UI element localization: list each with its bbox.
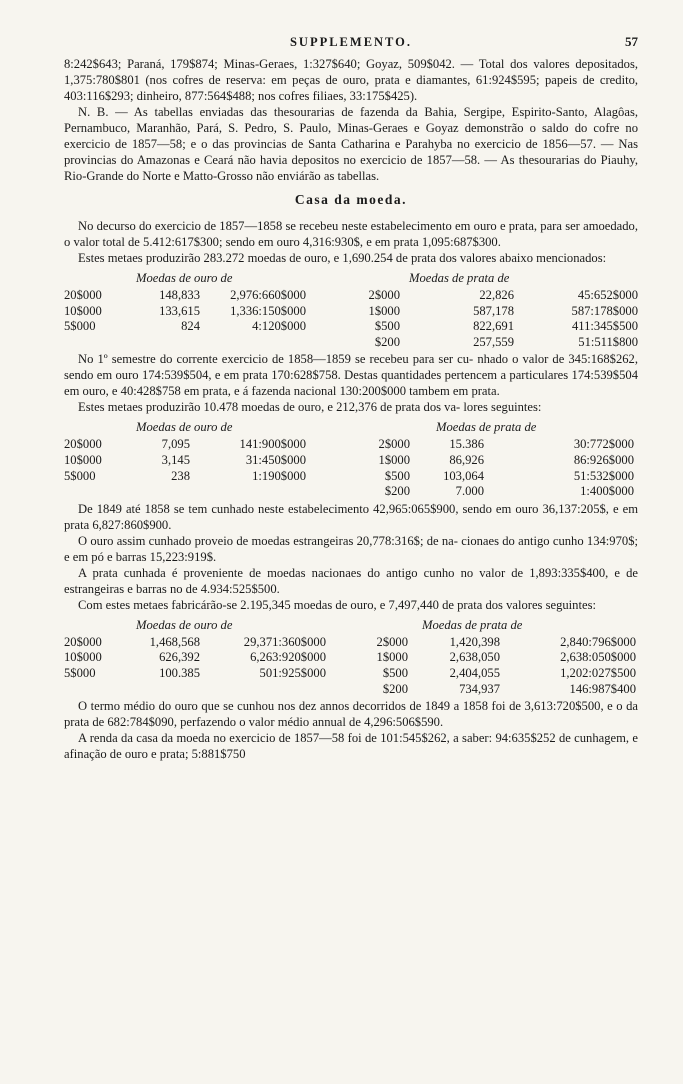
text-line: peças de ouro, prata e diamantes, 61:924$595; papeis de credito, 403:116$293; xyxy=(64,73,639,103)
silver-denomination: 2$000 xyxy=(376,634,408,649)
silver-count: 2,404,055 xyxy=(449,665,500,680)
silver-denomination: $200 xyxy=(384,484,410,499)
paragraph-deposits xyxy=(64,56,638,104)
silver-value: 51:532$000 xyxy=(573,468,634,483)
silver-value: 45:652$000 xyxy=(577,288,638,302)
gold-value: 2,976:660$000 xyxy=(230,288,306,302)
table-row xyxy=(64,649,638,665)
text-line: Minas-Geraes e Goyaz demonstrão o saldo do cofre no exercicio de 1857—58; xyxy=(64,121,638,151)
gold-header: Moedas de ouro de xyxy=(136,420,233,435)
coin-table-1849-1858 xyxy=(64,617,638,696)
silver-value: 146:987$400 xyxy=(569,681,636,696)
silver-count: 2,638,050 xyxy=(449,650,500,665)
text-line: 170:628$758. Destas quantidades pertencem a particulares 174:539$504 em xyxy=(64,368,638,399)
text-line: Espirito-Santo, Alagôas, Pernambuco, Maranhão, Pará, S. Pedro, S. Paulo, xyxy=(64,105,638,135)
gold-denomination: 10$000 xyxy=(64,303,102,318)
silver-value: 2,638:050$000 xyxy=(560,650,636,665)
silver-value: 30:772$000 xyxy=(573,437,634,452)
text-line: Estes metaes produzirão 10.478 moedas de ouro, e 212,376 de prata dos va- xyxy=(78,400,461,415)
paragraph-revenue xyxy=(64,730,638,762)
gold-denomination: 5$000 xyxy=(64,319,96,334)
silver-value: 86:926$000 xyxy=(573,452,634,467)
paragraph-coins-produced-2 xyxy=(64,399,638,415)
gold-value: 31:450$000 xyxy=(245,452,306,467)
gold-count: 1,468,568 xyxy=(149,634,200,649)
text-line: prata. xyxy=(471,384,500,399)
silver-denomination: $500 xyxy=(374,319,400,334)
table-header xyxy=(64,419,638,436)
gold-value: 141:900$000 xyxy=(239,437,306,452)
running-title: SUPPLEMENTO. xyxy=(289,35,413,49)
gold-count: 238 xyxy=(171,468,190,483)
text-line: lores seguintes: xyxy=(463,400,542,415)
text-line: 1857—58. — As thesourarias do Piauhy, Rio-Grande do Norte e Matto-Grosso xyxy=(64,153,638,183)
table-row xyxy=(64,665,638,681)
text-line: ouro, e 40:428$758 em prata, e á fazenda nacional 130:200$000 tambem em xyxy=(82,384,469,399)
silver-count: 86,926 xyxy=(449,452,484,467)
text-line: No decurso do exercicio de 1857—1858 se recebeu neste estabelecimento em xyxy=(78,219,471,233)
silver-count: 257,559 xyxy=(473,334,514,349)
silver-denomination: $200 xyxy=(382,681,408,696)
gold-denomination: 20$000 xyxy=(64,288,102,302)
text-line: Estes metaes produzirão 283.272 moedas de ouro, e 1,690.254 de prata dos xyxy=(78,251,457,265)
table-row xyxy=(64,452,638,468)
gold-count: 626,392 xyxy=(159,650,200,665)
paragraph-silver-origin xyxy=(64,565,638,597)
text-line: — Nas provincias do Amazonas e Ceará não havia depositos no exercicio de xyxy=(64,137,638,167)
silver-denomination: $200 xyxy=(374,334,400,349)
paragraph-1849-1858 xyxy=(64,501,638,533)
gold-denomination: 20$000 xyxy=(64,634,102,649)
silver-count: 7.000 xyxy=(455,484,484,499)
text-line: O ouro assim cunhado proveio de moedas estrangeiras 20,778:316$; de na- xyxy=(78,533,458,548)
text-line: sendo em ouro 36,137:205$, e em prata 6,827:860$900. xyxy=(64,501,638,532)
table-header xyxy=(64,617,638,634)
silver-denomination: 1$000 xyxy=(376,650,408,665)
text-line: prata dos valores seguintes: xyxy=(457,597,596,612)
gold-count: 133,615 xyxy=(159,303,200,318)
text-line: valores abaixo mencionados: xyxy=(459,251,607,265)
text-line: De 1849 até 1858 se tem cunhado neste estabelecimento 42,965:065$900, xyxy=(78,501,459,516)
text-line: N. B. — As tabellas enviadas das thesourarias de fazenda da Bahia, Sergipe, xyxy=(78,105,505,119)
gold-count: 7,095 xyxy=(161,437,190,452)
text-line: nhado o valor de 345:168$262, sendo em ouro 174:539$504, e em prata xyxy=(64,352,638,383)
text-line: Total dos valores depositados, 1,375:780$801 (nos cofres de reserva: em xyxy=(64,57,639,87)
gold-value: 4:120$000 xyxy=(252,319,306,334)
text-line: Com estes metaes fabricárão-se 2.195,345 moedas de ouro, e 7,497,440 de xyxy=(78,597,454,612)
paragraph-coins-produced xyxy=(64,250,638,266)
gold-value: 1,336:150$000 xyxy=(230,303,306,318)
text-line: ouro e prata, para ser amoedado, o valor total de 5.412:617$300; sendo em xyxy=(64,219,639,249)
silver-count: 822,691 xyxy=(473,319,514,334)
gold-value: 6,263:920$000 xyxy=(250,650,326,665)
silver-header: Moedas de prata de xyxy=(409,271,510,285)
gold-header: Moedas de ouro de xyxy=(136,617,233,632)
coin-table-1858 xyxy=(64,419,638,498)
paragraph-nota-bene xyxy=(64,104,638,184)
text-line: No 1º semestre do corrente exercicio de 1858—1859 se recebeu para ser cu- xyxy=(78,352,474,367)
table-row xyxy=(64,318,638,334)
silver-header: Moedas de prata de xyxy=(422,617,523,632)
page-content xyxy=(64,34,638,762)
silver-count: 15.386 xyxy=(449,437,484,452)
table-row xyxy=(64,287,638,303)
text-line: 8:242$643; Paraná, 179$874; Minas-Geraes, 1:327$640; Goyaz, 509$042. — xyxy=(64,57,474,71)
silver-denomination: 1$000 xyxy=(378,452,410,467)
gold-value: 29,371:360$000 xyxy=(243,634,326,649)
running-header xyxy=(64,34,638,56)
paragraph-receipts-1857 xyxy=(64,218,638,250)
silver-count: 587,178 xyxy=(473,303,514,318)
page-number: 57 xyxy=(625,34,638,49)
silver-count: 103,064 xyxy=(443,468,484,483)
text-line: e o das provincias de Santa Catharina e Parahyba no exercicio de 1856—57. xyxy=(190,137,596,151)
silver-denomination: $500 xyxy=(382,665,408,680)
silver-count: 734,937 xyxy=(459,681,500,696)
table-row xyxy=(64,681,638,697)
gold-value: 1:190$000 xyxy=(252,468,306,483)
silver-count: 22,826 xyxy=(479,288,514,302)
gold-count: 3,145 xyxy=(161,452,190,467)
silver-count: 1,420,398 xyxy=(449,634,500,649)
section-title: Casa da moeda. xyxy=(294,192,408,207)
silver-value: 1:400$000 xyxy=(580,484,634,499)
gold-denomination: 20$000 xyxy=(64,437,102,452)
gold-header: Moedas de ouro de xyxy=(136,271,233,285)
silver-value: 587:178$000 xyxy=(571,303,638,318)
text-line: a saber: 94:635$252 de cunhagem, e afinação de ouro e prata; 5:881$750 xyxy=(64,731,638,762)
table-header xyxy=(64,270,638,287)
table-row xyxy=(64,634,638,650)
text-line: dinheiro, 877:564$488; nos cofres filiaes, 33:175$425). xyxy=(136,89,418,103)
silver-value: 51:511$800 xyxy=(578,334,638,349)
gold-denomination: 5$000 xyxy=(64,665,96,680)
silver-value: 1,202:027$500 xyxy=(560,665,636,680)
silver-denomination: 1$000 xyxy=(368,303,400,318)
silver-header: Moedas de prata de xyxy=(436,420,537,435)
paragraph-coins-fabricated xyxy=(64,597,638,613)
text-line: 1858 foi de 3,613:720$500, e o da prata de 682:784$090, perfazendo o valor xyxy=(64,699,639,730)
gold-count: 824 xyxy=(181,319,200,334)
gold-denomination: 5$000 xyxy=(64,468,96,483)
text-line: A renda da casa da moeda no exercicio de 1857—58 foi de 101:545$262, xyxy=(78,731,450,746)
gold-denomination: 10$000 xyxy=(64,650,102,665)
silver-denomination: 2$000 xyxy=(368,288,400,302)
table-row xyxy=(64,334,638,350)
gold-value: 501:925$000 xyxy=(259,665,326,680)
text-line: não enviárão as tabellas. xyxy=(256,169,380,183)
table-row xyxy=(64,468,638,484)
paragraph-gold-origin xyxy=(64,533,638,565)
table-row xyxy=(64,483,638,499)
text-line: médio annual de 4,296:506$590. xyxy=(277,715,444,730)
text-line: de 1,893:335$400, e de estrangeiras e barras no de 4.934:525$500. xyxy=(64,565,638,596)
gold-denomination: 10$000 xyxy=(64,452,102,467)
silver-value: 411:345$500 xyxy=(571,319,638,334)
silver-denomination: 2$000 xyxy=(378,437,410,452)
paragraph-average xyxy=(64,698,638,730)
text-line: O termo médio do ouro que se cunhou nos dez annos decorridos de 1849 a xyxy=(78,699,460,714)
coin-table-1857 xyxy=(64,270,638,349)
silver-value: 2,840:796$000 xyxy=(560,634,636,649)
text-line: ouro 4,316:930$, e em prata 1,095:687$300. xyxy=(276,235,501,249)
gold-count: 148,833 xyxy=(159,288,200,302)
text-line: A prata cunhada é proveniente de moedas nacionaes do antigo cunho no valor xyxy=(78,565,506,580)
gold-count: 100.385 xyxy=(159,665,200,680)
table-row xyxy=(64,436,638,452)
table-row xyxy=(64,303,638,319)
paragraph-first-semester xyxy=(64,351,638,399)
silver-denomination: $500 xyxy=(384,468,410,483)
text-line: cionaes do antigo cunho 134:970$; e em pó e barras 15,223:919$. xyxy=(64,533,638,564)
